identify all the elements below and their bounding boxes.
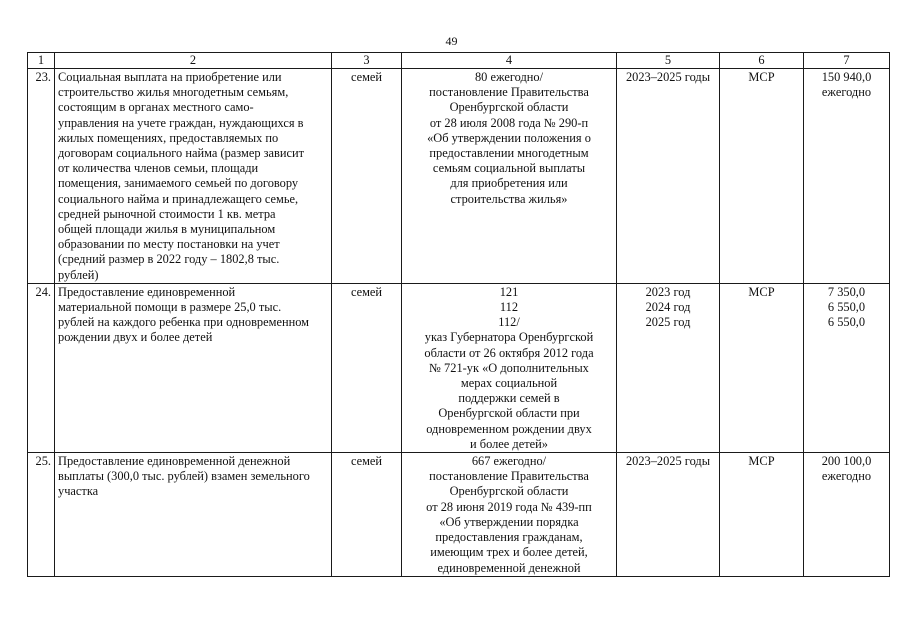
basis-line: 121 — [499, 284, 519, 299]
basis-line: предоставлении многодетным — [429, 146, 589, 161]
description-line: Предоставление единовременной — [58, 284, 236, 299]
basis-line: имеющим трех и более детей, — [430, 545, 588, 560]
description-line: рублей) — [58, 267, 99, 282]
amount-line: 200 100,0 — [821, 454, 872, 469]
basis-line: постановление Правительства — [429, 85, 589, 100]
measure-description — [55, 69, 332, 284]
basis-line: строительства жилья» — [450, 191, 568, 206]
description-line: общей площади жилья в муниципальном — [58, 222, 276, 237]
column-header-3: 3 — [332, 53, 402, 69]
basis-line: Оренбургской области — [449, 484, 569, 499]
amount-line: 6 550,0 — [827, 315, 866, 330]
amount-line: ежегодно — [821, 85, 872, 100]
basis-line: «Об утверждении положения о — [427, 130, 591, 145]
table-row — [28, 283, 890, 452]
period-line: 2023–2025 годы — [625, 70, 711, 84]
period-line: 2023 год — [645, 284, 691, 299]
amount-line: 7 350,0 — [827, 284, 866, 299]
basis-line: семьям социальной выплаты — [432, 161, 586, 176]
column-header-5: 5 — [617, 53, 720, 69]
measure-description — [55, 453, 332, 577]
description-line: образовании по месту постановки на учет — [58, 237, 280, 252]
period-line: 2024 год — [645, 300, 691, 315]
amount-cell — [804, 453, 890, 577]
period-line: 2025 год — [645, 315, 691, 330]
description-line: средней рыночной стоимости 1 кв. метра — [58, 206, 276, 221]
measure-description — [55, 283, 332, 452]
executor-cell: МСР — [720, 69, 804, 284]
row-number: 25. — [28, 453, 55, 577]
legal-basis — [402, 283, 617, 452]
executor-cell: МСР — [720, 283, 804, 452]
basis-line: 80 ежегодно/ — [474, 70, 544, 84]
description-line: материальной помощи в размере 25,0 тыс. — [58, 300, 282, 315]
description-line: строительство жилья многодетным семьям, — [58, 85, 289, 100]
basis-line: от 28 июля 2008 года № 290-п — [429, 115, 589, 130]
column-header-1: 1 — [28, 53, 55, 69]
unit-cell: семей — [332, 69, 402, 284]
description-line: договорам социального найма (размер зависит — [58, 146, 305, 161]
basis-line: Оренбургской области — [449, 100, 569, 115]
description-line: выплаты (300,0 тыс. рублей) взамен земельного — [58, 469, 310, 484]
basis-line: одновременном рождении двух — [426, 421, 592, 436]
period-cell — [617, 283, 720, 452]
column-header-6: 6 — [720, 53, 804, 69]
description-line: (средний размер в 2022 году – 1802,8 тыс. — [58, 252, 280, 267]
basis-line: области от 26 октября 2012 года — [424, 345, 594, 360]
legal-basis — [402, 453, 617, 577]
basis-line: предоставления гражданам, — [435, 530, 583, 545]
period-line: 2023–2025 годы — [625, 454, 711, 469]
description-line: помещения, занимаемого семьей по договору — [58, 176, 299, 191]
unit-cell: семей — [332, 283, 402, 452]
table-row — [28, 69, 890, 284]
basis-line: 112/ — [498, 315, 520, 330]
basis-line: для приобретения или — [450, 176, 568, 191]
basis-line: 667 ежегодно/ — [471, 454, 547, 469]
description-line: состоящим в органах местного само- — [58, 100, 254, 115]
amount-line: ежегодно — [821, 469, 872, 484]
basis-line: № 721-ук «О дополнительных — [429, 360, 589, 375]
period-cell — [617, 453, 720, 577]
description-line: жилых помещениях, предоставляемых по — [58, 130, 279, 145]
column-header-7: 7 — [804, 53, 890, 69]
description-line: социального найма и принадлежащего семье, — [58, 191, 299, 206]
description-line: от количества членов семьи, площади — [58, 161, 259, 176]
period-cell — [617, 69, 720, 284]
basis-line: мерах социальной — [460, 376, 558, 391]
row-number: 23. — [28, 69, 55, 284]
basis-line: от 28 июня 2019 года № 439-пп — [426, 499, 592, 514]
column-header-2: 2 — [55, 53, 332, 69]
description-line: управления на учете граждан, нуждающихся в — [58, 115, 304, 130]
header-row — [28, 53, 890, 69]
basis-line: «Об утверждении порядка — [439, 514, 579, 529]
description-line: Предоставление единовременной денежной — [58, 454, 291, 469]
legal-basis — [402, 69, 617, 284]
description-line: Социальная выплата на приобретение или — [58, 70, 282, 84]
page-number: 49 — [445, 34, 458, 48]
amount-cell — [804, 69, 890, 284]
description-line: рождении двух и более детей — [58, 330, 213, 345]
amount-line: 6 550,0 — [827, 300, 866, 315]
description-line: участка — [58, 484, 99, 499]
basis-line: постановление Правительства — [429, 469, 589, 484]
column-header-4: 4 — [402, 53, 617, 69]
row-number: 24. — [28, 283, 55, 452]
basis-line: единовременной денежной — [437, 560, 581, 575]
amount-cell — [804, 283, 890, 452]
basis-line: Оренбургской области при — [438, 406, 580, 421]
basis-line: указ Губернатора Оренбургской — [424, 330, 594, 345]
basis-line: 112 — [499, 300, 519, 315]
table-row — [28, 453, 890, 577]
basis-line: поддержки семей в — [458, 391, 560, 406]
description-line: рублей на каждого ребенка при одновременном — [58, 315, 310, 330]
executor-cell: МСР — [720, 453, 804, 577]
amount-line: 150 940,0 — [821, 70, 872, 84]
measures-table — [27, 52, 890, 577]
basis-line: и более детей» — [470, 436, 548, 451]
unit-cell: семей — [332, 453, 402, 577]
